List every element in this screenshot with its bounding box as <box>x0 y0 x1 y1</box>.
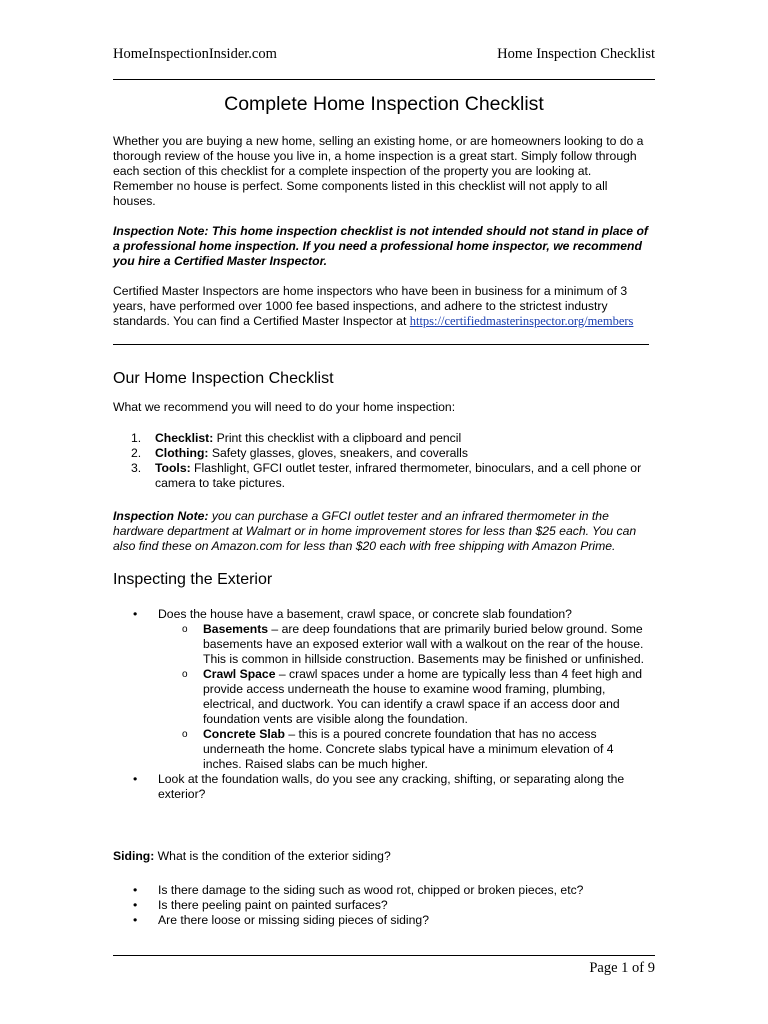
list-item-label: Tools: <box>155 461 191 475</box>
circle-bullet-icon: o <box>182 729 188 740</box>
section-rule <box>113 344 649 345</box>
cmi-paragraph <box>113 284 653 329</box>
list-item <box>158 622 653 667</box>
siding-label: Siding: <box>113 849 155 863</box>
siding-heading <box>113 849 653 864</box>
foundation-walls-question: Look at the foundation walls, do you see any cracking, shifting, or separating along the exterior? <box>158 772 625 801</box>
sub-item-text: – crawl spaces under a home are typically less than 4 feet high and provide access underneath the house to examine wood framing, plumbing, electrical, and ductwork. You can identify a crawl space if an access door and foundation vents are visible along the foundation. <box>203 667 642 726</box>
sub-item-label: Crawl Space <box>203 667 276 681</box>
list-number: 2. <box>131 446 142 460</box>
list-item <box>158 667 653 727</box>
list-number: 3. <box>131 461 142 475</box>
siding-item: Are there loose or missing siding pieces of siding? <box>158 913 429 927</box>
list-item <box>113 898 653 913</box>
inspection-note-2 <box>113 509 653 554</box>
list-item <box>113 446 653 461</box>
section-heading-exterior: Inspecting the Exterior <box>113 571 273 588</box>
bullet-icon: • <box>133 913 138 927</box>
bullet-icon: • <box>133 898 138 912</box>
cmi-text: Certified Master Inspectors are home inspectors who have been in business for a minimum of 3 years, have performed over 1000 fee based inspections, and adhere to the strictest industry standards. You can find a Certified Master Inspector at <box>113 284 628 328</box>
list-item-text: Flashlight, GFCI outlet tester, infrared thermometer, binoculars, and a cell phone or camera to take pictures. <box>155 461 642 490</box>
bullet-icon: • <box>133 607 138 621</box>
page-header <box>113 46 655 66</box>
list-number: 1. <box>131 431 142 445</box>
foundation-list <box>113 607 653 802</box>
list-item <box>113 461 653 491</box>
list-item-text: Print this checklist with a clipboard and pencil <box>213 431 462 445</box>
section-heading-checklist: Our Home Inspection Checklist <box>113 370 334 387</box>
header-site-name: HomeInspectionInsider.com <box>113 46 277 62</box>
intro-paragraph: Whether you are buying a new home, selling an existing home, or are homeowners looking to do a thorough review of the house you live in, a home inspection is a great start. Simply follow through each section of this checklist for a complete inspection of the property you are looking at. Remember no house is perfect. Some components listed in this checklist will not apply to all houses. <box>113 134 644 208</box>
circle-bullet-icon: o <box>182 624 188 635</box>
needs-list <box>113 431 653 491</box>
siding-text: What is the condition of the exterior siding? <box>154 849 391 863</box>
foundation-question: Does the house have a basement, crawl space, or concrete slab foundation? <box>158 607 572 621</box>
siding-list <box>113 883 653 928</box>
sub-item-text: – are deep foundations that are primarily buried below ground. Some basements have an exposed exterior wall with a walkout on the rear of the house. This is common in hillside construction. Basements may be finished or unfinished. <box>203 622 644 666</box>
list-item <box>113 772 653 802</box>
list-item <box>113 607 653 772</box>
note-label: Inspection Note: <box>113 509 209 523</box>
sub-item-label: Basements <box>203 622 269 636</box>
list-item <box>158 727 653 772</box>
siding-item: Is there peeling paint on painted surfaces? <box>158 898 388 912</box>
footer-rule <box>113 955 655 956</box>
page-number: Page 1 of 9 <box>589 960 655 976</box>
inspection-note-1: Inspection Note: This home inspection checklist is not intended should not stand in place of a professional home inspection. If you need a professional home inspector, we recommend you hire a Certified Master Inspector. <box>113 224 648 268</box>
bullet-icon: • <box>133 772 138 786</box>
list-item <box>113 431 653 446</box>
circle-bullet-icon: o <box>182 669 188 680</box>
list-item-label: Clothing: <box>155 446 209 460</box>
siding-item: Is there damage to the siding such as wood rot, chipped or broken pieces, etc? <box>158 883 584 897</box>
list-item-text: Safety glasses, gloves, sneakers, and coveralls <box>208 446 468 460</box>
cmi-members-link[interactable]: https://certifiedmasterinspector.org/members <box>409 314 634 328</box>
foundation-types-list <box>158 622 653 772</box>
header-rule <box>113 79 655 80</box>
note-text: you can purchase a GFCI outlet tester and an infrared thermometer in the hardware department at Walmart or in home improvement stores for less than $25 each. You can also find these on Amazon.com for less than $20 each with free shipping with Amazon Prime. <box>113 509 637 553</box>
checklist-lead: What we recommend you will need to do your home inspection: <box>113 400 456 414</box>
sub-item-text: – this is a poured concrete foundation that has no access underneath the home. Concrete slabs typical have a minimum elevation of 4 inches. Raised slabs can be much higher. <box>203 727 614 771</box>
list-item-label: Checklist: <box>155 431 214 445</box>
list-item <box>113 883 653 898</box>
bullet-icon: • <box>133 883 138 897</box>
page-title: Complete Home Inspection Checklist <box>224 93 544 115</box>
list-item <box>113 913 653 928</box>
sub-item-label: Concrete Slab <box>203 727 285 741</box>
header-doc-title: Home Inspection Checklist <box>497 46 655 62</box>
